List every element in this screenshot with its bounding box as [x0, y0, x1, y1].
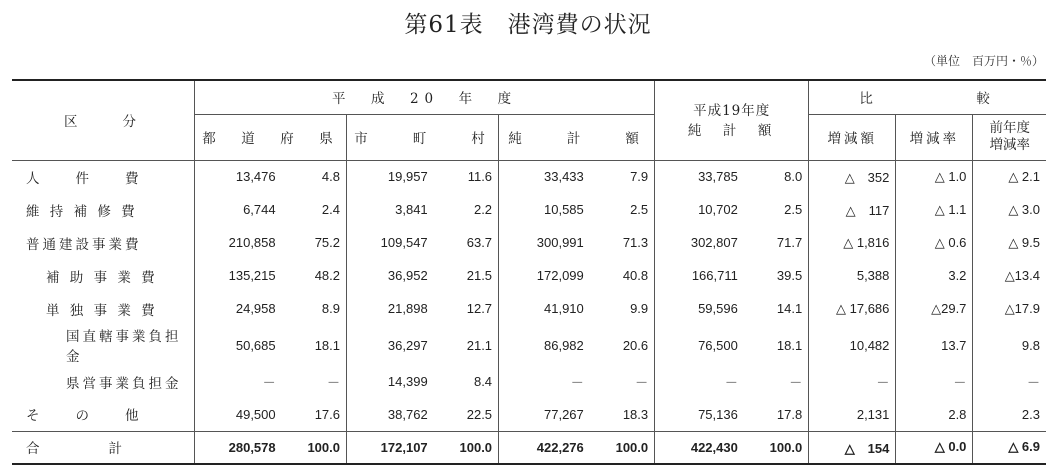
cell-value: 2.8 [896, 398, 973, 431]
cell-value: 100.0 [307, 439, 340, 455]
row-label: 補 助 事 業 費 [46, 269, 158, 286]
cell-value: 9.9 [630, 301, 649, 316]
cell-value: － [789, 375, 803, 390]
cell-value: 2.4 [321, 202, 340, 217]
cell-value: 40.8 [622, 268, 649, 283]
cell-value: 11.6 [467, 169, 493, 185]
cell-value: － [973, 365, 1046, 398]
header-h19-sub: 純 計 額 [687, 123, 776, 139]
cell-value: 50,685 [194, 325, 281, 365]
table-row [12, 365, 1046, 398]
cell-value: 21.1 [466, 337, 493, 353]
cell-value: 422,430 [655, 431, 744, 464]
cell-value: 14,399 [347, 365, 434, 398]
cell-value: 49,500 [194, 398, 281, 431]
table-row [12, 431, 1046, 464]
cell-value: 33,433 [499, 160, 590, 193]
cell-value: 19,957 [347, 160, 434, 193]
cell-value: 2,131 [809, 398, 896, 431]
cell-value: 5,388 [809, 259, 896, 292]
cell-value: △29.7 [896, 292, 973, 325]
row-label: そ の 他 [26, 408, 142, 425]
cell-value: 172,107 [347, 431, 434, 464]
table-row [12, 193, 1046, 226]
header-junkei: 純 計 額 [499, 114, 655, 160]
cell-value: 4.8 [321, 169, 340, 185]
header-kubun: 区 分 [12, 80, 194, 160]
cell-value: 2.3 [973, 398, 1046, 431]
cell-value: 7.9 [630, 169, 649, 185]
table-row [12, 325, 1046, 365]
cell-value: 76,500 [655, 325, 744, 365]
cell-value: 172,099 [499, 259, 590, 292]
cell-value: 9.8 [973, 325, 1046, 365]
cell-value: 41,910 [499, 292, 590, 325]
cell-value: － [194, 365, 281, 398]
cell-value: 86,982 [499, 325, 590, 365]
row-label: 維 持 補 修 費 [26, 203, 138, 220]
table-row [12, 292, 1046, 325]
cell-value: 8.9 [321, 301, 340, 316]
cell-value: － [326, 375, 340, 390]
cell-value: △ 1,816 [809, 226, 896, 259]
header-todofuken: 都 道 府 県 [194, 114, 346, 160]
table-row [12, 259, 1046, 292]
cell-value: 302,807 [655, 226, 744, 259]
cell-value: － [499, 365, 590, 398]
header-h19-year: 平成19年度 [693, 103, 771, 119]
cell-value: 109,547 [347, 226, 434, 259]
cell-value: 2.5 [784, 202, 803, 217]
cell-value: 39.5 [776, 268, 803, 283]
cell-value: 10,482 [809, 325, 896, 365]
cell-value: 22.5 [466, 406, 493, 422]
row-label: 県営事業負担金 [66, 375, 182, 392]
header-zennendo-top: 前年度 [989, 120, 1030, 136]
header-zennendo [973, 114, 1046, 160]
table-header [12, 80, 1046, 160]
cell-value: △17.9 [973, 292, 1046, 325]
cell-value: 100.0 [615, 439, 649, 455]
header-zennendo-sub: 増減率 [989, 137, 1030, 153]
cell-value: 2.5 [630, 202, 649, 217]
cell-value: 2.2 [473, 202, 493, 217]
header-zogenritsu: 増減率 [896, 114, 973, 160]
unit-note: （単位 百万円・％） [923, 54, 1044, 68]
header-shichoson: 市 町 村 [347, 114, 499, 160]
cell-value: 13.7 [896, 325, 973, 365]
cell-value: 12.7 [466, 301, 493, 316]
cell-value: － [635, 375, 649, 390]
cell-value: △ 3.0 [973, 193, 1046, 226]
table-body [12, 160, 1046, 464]
cell-value: △ 1.1 [896, 193, 973, 226]
cell-value: 135,215 [194, 259, 281, 292]
cell-value: △ 352 [809, 160, 896, 193]
table-row [12, 160, 1046, 193]
port-cost-table [12, 79, 1046, 465]
row-label: 国直轄事業負担金 [66, 329, 182, 365]
cell-value: 48.2 [314, 268, 340, 283]
cell-value: 17.6 [314, 406, 340, 422]
cell-value: △ 2.1 [973, 160, 1046, 193]
header-zogengaku: 増減額 [809, 114, 896, 160]
cell-value: 17.8 [776, 406, 803, 422]
cell-value: △ 117 [809, 193, 896, 226]
cell-value: 18.1 [314, 337, 340, 353]
cell-value: 100.0 [459, 439, 493, 455]
cell-value: △ 17,686 [809, 292, 896, 325]
cell-value: △13.4 [973, 259, 1046, 292]
row-label: 合 計 [26, 441, 125, 458]
cell-value: 75.2 [314, 235, 340, 250]
cell-value: 8.0 [784, 169, 803, 185]
cell-value: 21,898 [347, 292, 434, 325]
cell-value: 33,785 [655, 160, 744, 193]
table-row [12, 398, 1046, 431]
header-h20: 平 成 20 年 度 [194, 80, 654, 114]
cell-value: 6,744 [194, 193, 281, 226]
cell-value: 210,858 [194, 226, 281, 259]
cell-value: 100.0 [769, 439, 803, 455]
cell-value: 8.4 [473, 374, 493, 389]
cell-value: 3,841 [347, 193, 434, 226]
cell-value: 21.5 [466, 268, 493, 283]
cell-value: 10,702 [655, 193, 744, 226]
cell-value: 10,585 [499, 193, 590, 226]
cell-value: 422,276 [499, 431, 590, 464]
cell-value: 300,991 [499, 226, 590, 259]
cell-value: △ 9.5 [973, 226, 1046, 259]
cell-value: △ 0.0 [896, 431, 973, 464]
cell-value: 13,476 [194, 160, 281, 193]
cell-value: － [896, 365, 973, 398]
cell-value: 20.6 [622, 337, 649, 353]
cell-value: △ 1.0 [896, 160, 973, 193]
cell-value: 18.3 [622, 406, 649, 422]
cell-value: 14.1 [776, 301, 803, 316]
cell-value: △ 154 [809, 431, 896, 464]
cell-value: － [655, 365, 744, 398]
cell-value: 71.7 [776, 235, 803, 250]
table-title: 第61表 港湾費の状況 [404, 12, 652, 38]
cell-value: 38,762 [347, 398, 434, 431]
cell-value: 18.1 [776, 337, 803, 353]
cell-value: 63.7 [466, 235, 493, 250]
cell-value: 36,297 [347, 325, 434, 365]
cell-value: 24,958 [194, 292, 281, 325]
header-hikaku: 比 較 [809, 80, 1046, 114]
cell-value: 77,267 [499, 398, 590, 431]
cell-value: 71.3 [622, 235, 649, 250]
table-row [12, 226, 1046, 259]
cell-value: 59,596 [655, 292, 744, 325]
cell-value: － [809, 365, 896, 398]
cell-value: 75,136 [655, 398, 744, 431]
header-h19 [655, 80, 809, 160]
cell-value: △ 6.9 [973, 431, 1046, 464]
cell-value: 36,952 [347, 259, 434, 292]
cell-value: 3.2 [896, 259, 973, 292]
row-label: 普通建設事業費 [26, 236, 142, 253]
cell-value: △ 0.6 [896, 226, 973, 259]
cell-value: 166,711 [655, 259, 744, 292]
row-label: 人 件 費 [26, 170, 142, 187]
cell-value: 280,578 [194, 431, 281, 464]
row-label: 単 独 事 業 費 [46, 302, 158, 319]
